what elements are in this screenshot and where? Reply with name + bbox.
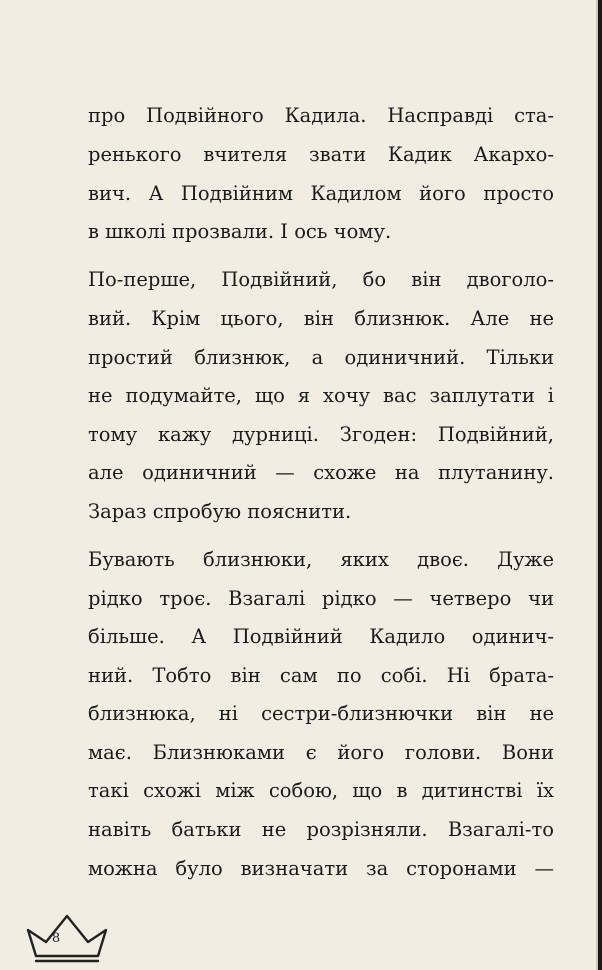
text-line: простий близнюк, а одиничний. Тільки bbox=[88, 346, 554, 369]
crown-icon bbox=[22, 908, 112, 966]
text-line: навіть батьки не розрізняли. Взагалі-то bbox=[88, 818, 554, 841]
text-line: ренького вчителя звати Кадик Акархо- bbox=[88, 143, 554, 166]
text-line: По-перше, Подвійний, бо він двоголо- bbox=[88, 268, 554, 291]
text-line: вич. А Подвійним Кадилом його просто bbox=[88, 182, 554, 205]
text-line: про Подвійного Кадила. Насправді ста- bbox=[88, 104, 554, 127]
text-line: Зараз спробую пояснити. bbox=[88, 500, 352, 523]
text-line: можна було визначати за сторонами — bbox=[88, 857, 554, 880]
text-line: рідко троє. Взагалі рідко — четверо чи bbox=[88, 587, 554, 610]
text-line: Бувають близнюки, яких двоє. Дуже bbox=[88, 548, 554, 571]
text-line: вий. Крім цього, він близнюк. Але не bbox=[88, 307, 554, 330]
text-line: має. Близнюками є його голови. Вони bbox=[88, 741, 554, 764]
text-line: в школі прозвали. І ось чому. bbox=[88, 220, 392, 243]
text-line: не подумайте, що я хочу вас заплутати і bbox=[88, 384, 554, 407]
text-line: такі схожі між собою, що в дитинстві їх bbox=[88, 779, 554, 802]
text-line: але одиничний — схоже на плутанину. bbox=[88, 461, 554, 484]
text-line: тому кажу дурниці. Згоден: Подвійний, bbox=[88, 423, 554, 446]
text-line: ний. Тобто він сам по собі. Ні брата- bbox=[88, 664, 554, 687]
text-line: близнюка, ні сестри-близнючки він не bbox=[88, 702, 554, 725]
page-number: 8 bbox=[51, 931, 61, 946]
text-line: більше. А Подвійний Кадило одинич- bbox=[88, 625, 554, 648]
